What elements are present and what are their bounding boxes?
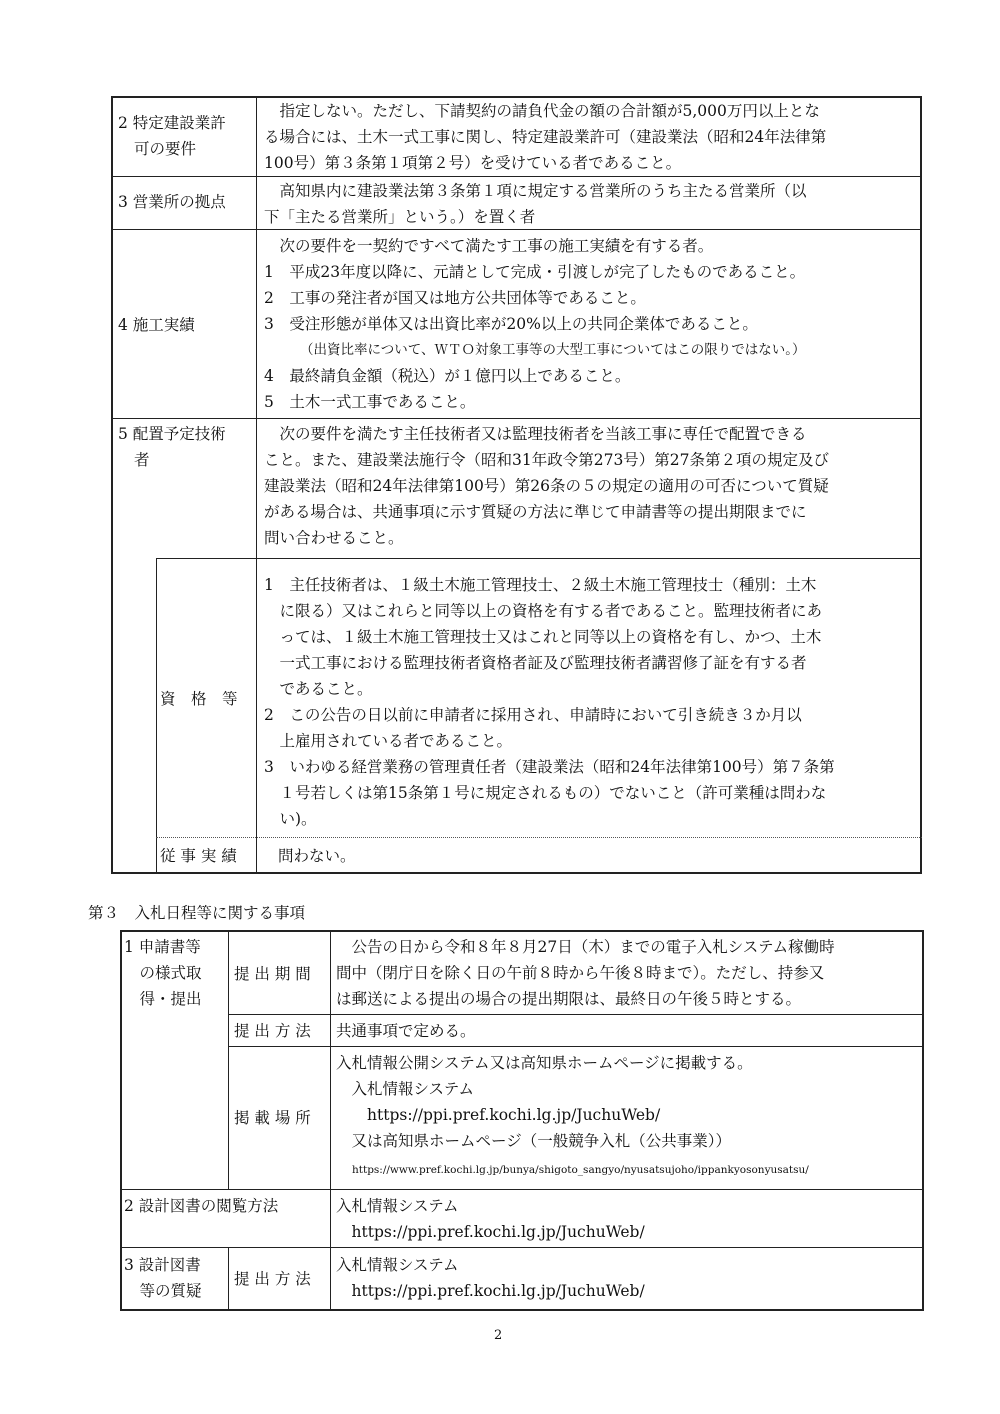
submit-period-label: 提 出 期 間	[234, 965, 311, 983]
s3-row2-label: 2 設計図書の閲覧方法	[124, 1197, 279, 1215]
ppi-link[interactable]: https://ppi.pref.kochi.lg.jp/JuchuWeb/	[336, 1106, 661, 1124]
row4-note: （出資比率について、ＷＴＯ対象工事等の大型工事についてはこの限りではない。）	[300, 342, 806, 358]
kochi-url-link[interactable]: https://www.pref.kochi.lg.jp/bunya/shigoto_sangyo/nyusatsujoho/ippankyosonyusatsu/	[352, 1164, 809, 1176]
s3-row3-body: 入札情報システム https://ppi.pref.kochi.lg.jp/JuchuWeb/	[336, 1252, 645, 1304]
row4-body: 次の要件を一契約ですべて満たす工事の施工実績を有する者。 1 平成23年度以降に、元請として完成・引渡しが完了したものであること。 2 工事の発注者が国又は地方公共団体等であること。 3 受注形態が単体又は出資比率が20%以上の共同企業体であること。	[264, 237, 806, 333]
submit-method-label: 提 出 方 法	[234, 1022, 311, 1040]
ppi-link-3[interactable]: https://ppi.pref.kochi.lg.jp/JuchuWeb/	[336, 1282, 645, 1300]
posting-place-label: 掲 載 場 所	[234, 1109, 311, 1127]
row4-label: 4 施工実績	[118, 316, 195, 334]
row5-label: 5 配置予定技術 者	[118, 425, 226, 469]
row2-label: 2 特定建設業許 可の要件	[118, 114, 226, 158]
row2-body: 指定しない。ただし、下請契約の請負代金の額の合計額が5,000万円以上とな る場合には、土木一式工事に関し、特定建設業許可（建設業法（昭和24年法律第 100号）第３条第１項第２号）を受けている者であること。	[264, 102, 827, 172]
qualification-label: 資 格 等	[160, 690, 238, 708]
row4-body-2: 4 最終請負金額（税込）が１億円以上であること。 5 土木一式工事であること。	[264, 367, 631, 411]
experience-body: 問わない。	[278, 847, 356, 865]
posting-place-body: 入札情報公開システム又は高知県ホームページに掲載する。 入札情報システム https://ppi.pref.kochi.lg.jp/JuchuWeb/ 又は高知県ホームページ（一般競争入札（公共事業））	[336, 1054, 753, 1150]
row3-label: 3 営業所の拠点	[118, 193, 226, 211]
submit-method-body: 共通事項で定める。	[336, 1022, 476, 1040]
page-number: 2	[494, 1328, 503, 1343]
s3-row3-label: 3 設計図書 等の質疑	[124, 1256, 202, 1300]
experience-label: 従 事 実 績	[160, 847, 237, 865]
s3-row3-method-label: 提 出 方 法	[234, 1270, 311, 1288]
row5-body: 次の要件を満たす主任技術者又は監理技術者を当該工事に専任で配置できる こと。また、建設業法施行令（昭和31年政令第273号）第27条第２項の規定及び 建設業法（昭和24年法律第100号）第26条の５の規定の適用の可否について質疑 がある場合は、共通事項に示す質疑の方法に準じて申請書等の提出期限までに 問い合わせること。	[264, 425, 830, 547]
section3-heading: 第３ 入札日程等に関する事項	[88, 904, 306, 922]
qualification-body: 1 主任技術者は、１級土木施工管理技士、２級土木施工管理技士（種別：土木 に限る）又はこれらと同等以上の資格を有する者であること。監理技術者にあ っては、１級土木施工管理技士又はこれと同等以上の資格を有し、かつ、土木 一式工事における監理技術者資格者証及び監理技術者講習修了証を有する者 であること。 2 この公告の日以前に申請者に採用され、申請時において引き続き３か月以 上雇用されている者であること。 3 いわゆる経営業務の管理責任者（建設業法（昭和24年法律第100号）第７条第 １号若しくは第15条第１号に規定されるもの）でないこと（許可業種は問わな い)。	[264, 576, 835, 828]
s3-row1-label: 1 申請書等 の様式取 得・提出	[124, 938, 202, 1008]
submit-period-body: 公告の日から令和８年８月27日（木）までの電子入札システム稼働時 間中（閉庁日を除く日の午前８時から午後８時まで）。ただし、持参又 は郵送による提出の場合の提出期限は、最終日の午後５時とする。	[336, 938, 835, 1008]
row3-body: 高知県内に建設業法第３条第１項に規定する営業所のうち主たる営業所（以 下「主たる営業所」という。）を置く者	[264, 182, 807, 226]
s3-row2-body: 入札情報システム https://ppi.pref.kochi.lg.jp/JuchuWeb/	[336, 1193, 645, 1245]
ppi-link-2[interactable]: https://ppi.pref.kochi.lg.jp/JuchuWeb/	[336, 1223, 645, 1241]
